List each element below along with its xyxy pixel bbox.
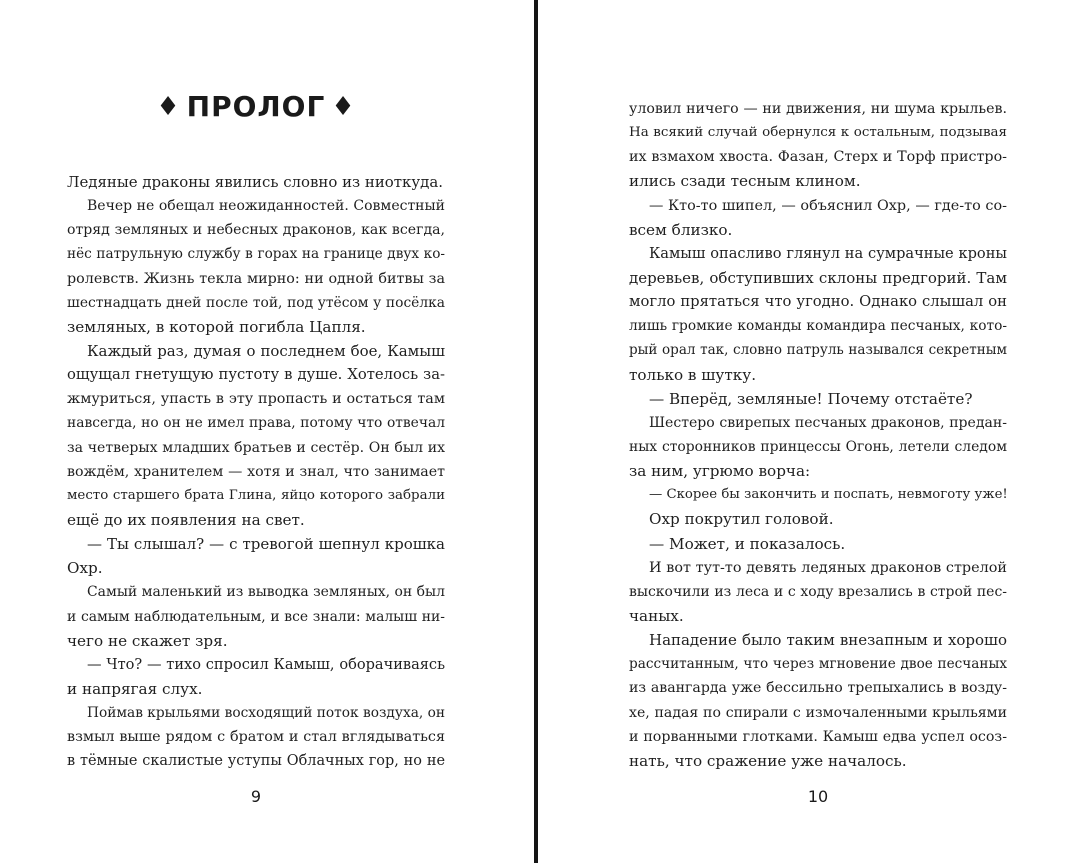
- text-line: — Кто-то шипел, — объяснил Охр, — где-то со-: [649, 197, 1007, 214]
- text-line: уловил ничего — ни движения, ни шума крыльев.: [629, 101, 1007, 117]
- text-line: Охр покрутил головой.: [649, 510, 834, 529]
- text-line: Каждый раз, думая о последнем бое, Камыш: [87, 341, 445, 360]
- text-line: рый орал так, словно патруль назывался секретным: [629, 342, 1007, 359]
- text-line: и порванными глотками. Камыш едва успел осоз-: [629, 728, 1007, 745]
- text-line: вождём, хранителем — хотя и знал, что занимает: [67, 463, 445, 480]
- text-line: — Может, и показалось.: [649, 534, 846, 553]
- text-line: могло прятаться что угодно. Однако слышал он: [629, 293, 1007, 311]
- text-line: Охр.: [67, 559, 103, 578]
- chapter-title: [66, 90, 446, 123]
- text-line: ещё до их появления на свет.: [67, 510, 305, 529]
- text-line: земляных, в которой погибла Цапля.: [67, 317, 366, 336]
- page-number: 10: [807, 787, 829, 806]
- text-line: за ним, угрюмо ворча:: [629, 462, 811, 481]
- text-line: взмыл выше рядом с братом и стал вглядываться: [67, 729, 445, 746]
- text-line: И вот тут-то девять ледяных драконов стрелой: [649, 559, 1007, 576]
- text-line: за четверых младших братьев и сестёр. Он был их: [67, 439, 445, 456]
- diamond-ornament-icon: ♦: [156, 92, 181, 122]
- book-spine-divider: [534, 0, 538, 863]
- text-line: их взмахом хвоста. Фазан, Стерх и Торф пристро-: [629, 149, 1007, 166]
- text-line: ных сторонников принцессы Огонь, летели следом: [629, 438, 1007, 455]
- text-line: Вечер не обещал неожиданностей. Совместный: [87, 198, 445, 215]
- text-line: нать, что сражение уже началось.: [629, 751, 907, 770]
- text-line: Шестеро свирепых песчаных драконов, предан-: [649, 414, 1007, 431]
- left-page: [0, 0, 534, 863]
- text-line: Нападение было таким внезапным и хорошо: [649, 631, 1007, 650]
- text-line: навсегда, но он не имел права, потому что отвечал: [67, 415, 445, 432]
- text-line: жмуриться, упасть в эту пропасть и остаться там: [67, 391, 445, 408]
- right-page-text: [629, 97, 1007, 773]
- text-line: только в шутку.: [629, 365, 757, 384]
- text-line: всем близко.: [629, 220, 733, 239]
- page-number: 9: [250, 787, 262, 806]
- diamond-ornament-icon: ♦: [331, 92, 356, 122]
- chapter-title-text: ПРОЛОГ: [186, 90, 326, 123]
- text-line: ролевств. Жизнь текла мирно: ни одной битвы за: [67, 270, 445, 287]
- text-line: и напрягая слух.: [67, 679, 203, 698]
- text-line: и самым наблюдательным, и все знали: малыш ни-: [67, 608, 445, 625]
- left-page-text: [67, 170, 445, 774]
- text-line: место старшего брата Глина, яйцо которого забрали: [67, 487, 445, 503]
- text-line: хе, падая по спирали с измочаленными крыльями: [629, 704, 1007, 721]
- text-line: отряд земляных и небесных драконов, как всегда,: [67, 222, 445, 239]
- text-line: Ледяные драконы явились словно из ниоткуда.: [67, 173, 443, 191]
- text-line: ощущал гнетущую пустоту в душе. Хотелось за-: [67, 366, 445, 384]
- text-line: нёс патрульную службу в горах на границе двух ко-: [67, 246, 445, 263]
- text-line: выскочили из леса и с ходу врезались в строй пес-: [629, 583, 1007, 600]
- text-line: На всякий случай обернулся к остальным, подзывая: [629, 125, 1007, 141]
- right-page: [540, 0, 1074, 863]
- text-line: — Скорее бы закончить и поспать, невмоготу уже!: [649, 487, 1008, 503]
- text-line: Камыш опасливо глянул на сумрачные кроны: [649, 244, 1007, 262]
- text-line: рассчитанным, что через мгновение двое песчаных: [629, 656, 1007, 673]
- text-line: — Вперёд, земляные! Почему отстаёте?: [649, 389, 973, 408]
- text-line: лишь громкие команды командира песчаных, кото-: [629, 318, 1007, 335]
- text-line: — Ты слышал? — с тревогой шепнул крошка: [87, 535, 445, 554]
- text-line: чаных.: [629, 606, 684, 625]
- text-line: Поймав крыльями восходящий поток воздуха, он: [87, 705, 445, 722]
- text-line: ились сзади тесным клином.: [629, 172, 861, 191]
- text-line: деревьев, обступивших склоны предгорий. Там: [629, 268, 1007, 287]
- text-line: — Что? — тихо спросил Камыш, оборачиваясь: [87, 655, 445, 673]
- text-line: чего не скажет зря.: [67, 631, 228, 650]
- text-line: шестнадцать дней после той, под утёсом у посёлка: [67, 294, 445, 311]
- text-line: Самый маленький из выводка земляных, он был: [87, 584, 445, 601]
- text-line: из авангарда уже бессильно трепыхались в возду-: [629, 680, 1007, 697]
- text-line: в тёмные скалистые уступы Облачных гор, но не: [67, 753, 445, 770]
